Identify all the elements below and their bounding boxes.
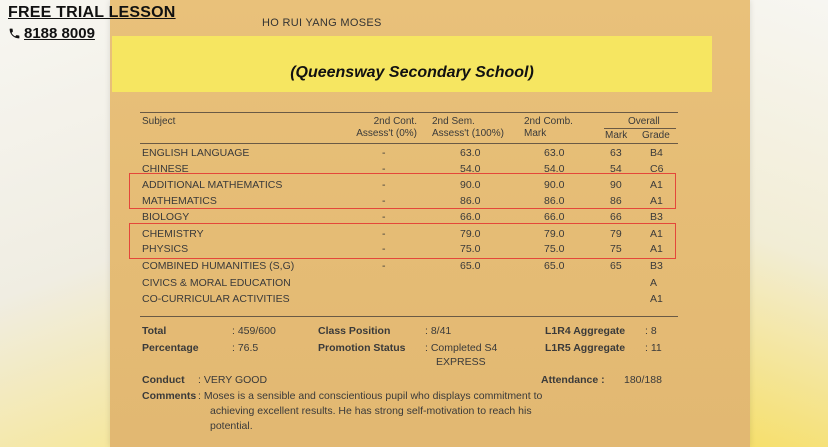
row-mark: 65 (610, 260, 622, 272)
row-grade: B3 (650, 260, 663, 272)
conduct-label: Conduct (142, 374, 185, 386)
total-label: Total (142, 325, 167, 337)
row-mark: 86 (610, 195, 622, 207)
row-sem: 86.0 (460, 195, 481, 207)
row-cont: - (382, 147, 386, 159)
header-grade: Grade (642, 130, 670, 141)
student-name: HO RUI YANG MOSES (262, 17, 382, 29)
row-grade: C6 (650, 163, 664, 175)
row-subject: CIVICS & MORAL EDUCATION (142, 277, 291, 289)
row-sem: 65.0 (460, 260, 481, 272)
row-sem: 75.0 (460, 243, 481, 255)
header-comb: 2nd Comb. Mark (524, 116, 573, 139)
attendance-value: 180/188 (624, 374, 662, 386)
l1r4-value: : 8 (645, 325, 657, 337)
l1r4-label: L1R4 Aggregate (545, 325, 626, 337)
header-overall: Overall (628, 116, 660, 127)
header-mark: Mark (605, 130, 628, 141)
row-sem: 63.0 (460, 147, 481, 159)
conduct-value: : VERY GOOD (198, 374, 268, 386)
promo-phone: 8188 8009 (24, 25, 95, 42)
row-sem: 66.0 (460, 211, 481, 223)
promotion-value: : Completed S4 (425, 342, 498, 354)
comments-line-1: : Moses is a sensible and conscientious pupil who displays commitment to (198, 390, 543, 402)
overall-underline (604, 128, 676, 129)
row-sem: 90.0 (460, 179, 481, 191)
row-comb: 75.0 (544, 243, 565, 255)
promo-phone-line (8, 25, 176, 42)
promotion-value-2: EXPRESS (436, 356, 486, 368)
header-sem: 2nd Sem. Assess't (100%) (432, 116, 504, 139)
row-cont: - (382, 228, 386, 240)
highlight-box-math (129, 173, 676, 209)
header-bottom-rule (140, 143, 678, 144)
row-grade: B4 (650, 147, 663, 159)
percentage-label: Percentage (142, 342, 199, 354)
comments-line-3: potential. (210, 420, 253, 432)
header-subject: Subject (142, 116, 176, 127)
phone-icon (8, 27, 21, 40)
highlight-box-science (129, 223, 676, 259)
row-cont: - (382, 163, 386, 175)
row-cont: - (382, 179, 386, 191)
row-comb: 79.0 (544, 228, 565, 240)
row-subject: CHEMISTRY (142, 228, 204, 240)
total-value: : 459/600 (232, 325, 276, 337)
row-comb: 65.0 (544, 260, 565, 272)
row-subject: CO-CURRICULAR ACTIVITIES (142, 293, 290, 305)
row-mark: 79 (610, 228, 622, 240)
row-comb: 90.0 (544, 179, 565, 191)
row-cont: - (382, 211, 386, 223)
school-name: (Queensway Secondary School) (290, 64, 534, 81)
row-mark: 54 (610, 163, 622, 175)
percentage-value: : 76.5 (232, 342, 259, 354)
row-grade: A1 (650, 195, 663, 207)
background-right (738, 0, 828, 447)
row-mark: 90 (610, 179, 622, 191)
row-subject: ENGLISH LANGUAGE (142, 147, 250, 159)
row-comb: 86.0 (544, 195, 565, 207)
comments-line-2: achieving excellent results. He has strong self-motivation to reach his (210, 405, 532, 417)
comments-label: Comments (142, 390, 197, 402)
class-position-label: Class Position (318, 325, 391, 337)
class-position-value: : 8/41 (425, 325, 452, 337)
row-comb: 63.0 (544, 147, 565, 159)
row-subject: CHINESE (142, 163, 189, 175)
attendance-label: Attendance : (541, 374, 605, 386)
row-grade: A1 (650, 179, 663, 191)
promotion-label: Promotion Status (318, 342, 406, 354)
row-subject: ADDITIONAL MATHEMATICS (142, 179, 283, 191)
l1r5-label: L1R5 Aggregate (545, 342, 626, 354)
row-grade: B3 (650, 211, 663, 223)
row-grade: A (650, 277, 658, 289)
row-subject: PHYSICS (142, 243, 189, 255)
table-bottom-rule (140, 316, 678, 317)
row-mark: 66 (610, 211, 622, 223)
row-comb: 66.0 (544, 211, 565, 223)
row-sem: 54.0 (460, 163, 481, 175)
row-cont: - (382, 260, 386, 272)
row-sem: 79.0 (460, 228, 481, 240)
row-subject: MATHEMATICS (142, 195, 217, 207)
row-subject: BIOLOGY (142, 211, 190, 223)
row-grade: A1 (650, 228, 663, 240)
row-grade: A1 (650, 293, 663, 305)
l1r5-value: : 11 (645, 342, 662, 354)
row-comb: 54.0 (544, 163, 565, 175)
promo-block (8, 4, 176, 42)
row-grade: A1 (650, 243, 663, 255)
row-cont: - (382, 195, 386, 207)
row-cont: - (382, 243, 386, 255)
promo-title: FREE TRIAL LESSON (8, 4, 176, 21)
header-cont: 2nd Cont. Assess't (0%) (356, 116, 417, 139)
row-mark: 63 (610, 147, 622, 159)
row-mark: 75 (610, 243, 622, 255)
row-subject: COMBINED HUMANITIES (S,G) (142, 260, 295, 272)
header-top-rule (140, 112, 678, 113)
